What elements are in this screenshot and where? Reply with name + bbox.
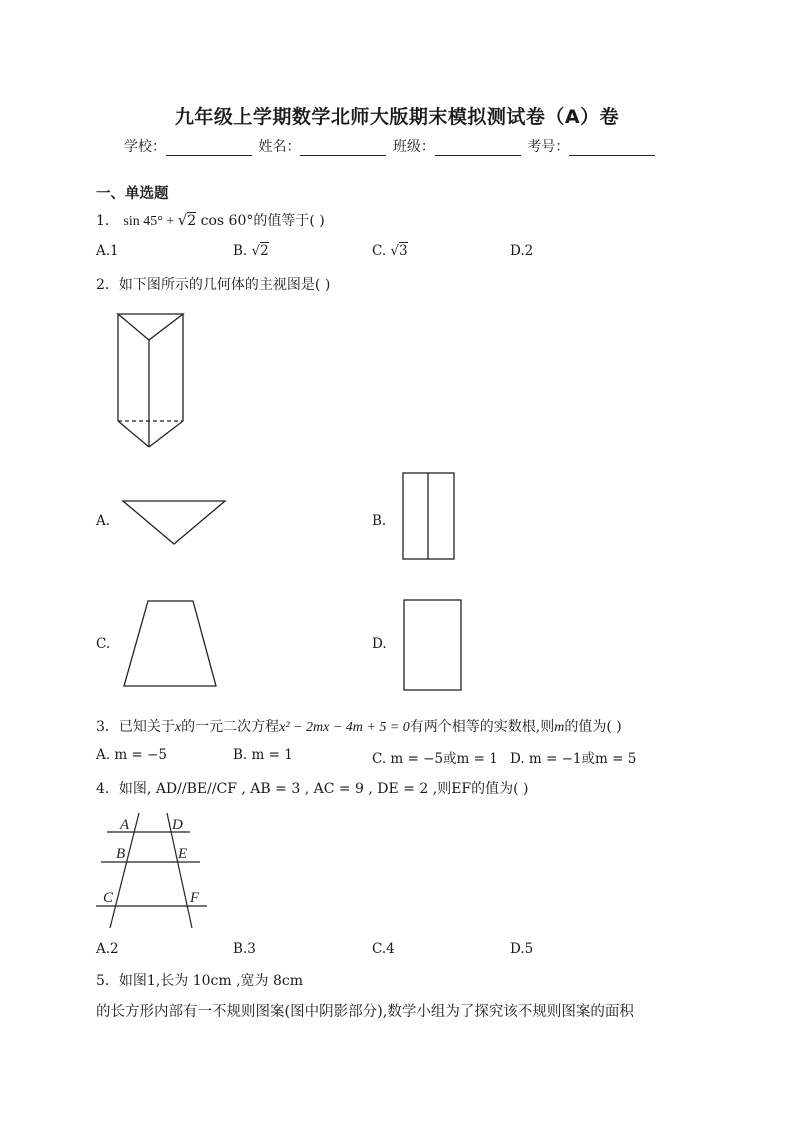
option-b-prefix: B. bbox=[233, 243, 248, 259]
q3-option-c[interactable]: C. m = −5或m = 1 bbox=[372, 751, 498, 767]
option-b-radicand: 2 bbox=[260, 243, 269, 259]
q3-stem-part2: 的一元二次方程 bbox=[181, 719, 280, 735]
q2-option-a-label[interactable]: A. bbox=[96, 513, 111, 529]
student-info-row bbox=[124, 136, 657, 156]
q1-option-a[interactable]: A.1 bbox=[96, 243, 119, 259]
q3-var-m: m bbox=[554, 720, 565, 735]
option-c-radicand: 3 bbox=[399, 243, 408, 259]
question-3 bbox=[96, 716, 622, 736]
q3-equation: x² − 2mx − 4m + 5 = 0 bbox=[279, 720, 410, 735]
q1-option-d[interactable]: D.2 bbox=[510, 243, 534, 259]
q2-option-b-label[interactable]: B. bbox=[372, 513, 387, 529]
q2-option-d-label[interactable]: D. bbox=[372, 636, 387, 652]
question-5 bbox=[96, 970, 303, 990]
q4-option-d[interactable]: D.5 bbox=[510, 941, 534, 957]
page-title: 九年级上学期数学北师大版期末模拟测试卷（A）卷 bbox=[174, 106, 620, 128]
name-label: 姓名： bbox=[258, 139, 301, 155]
q5-line1: 如图1,长为 10cm ,宽为 8cm bbox=[118, 973, 304, 989]
school-blank[interactable] bbox=[166, 141, 252, 156]
class-label: 班级： bbox=[392, 139, 435, 155]
q3-option-d[interactable]: D. m = −1或m = 5 bbox=[510, 751, 637, 767]
q3-stem-part3: 有两个相等的实数根,则 bbox=[409, 719, 555, 735]
q4-option-c[interactable]: C.4 bbox=[372, 941, 395, 957]
q3-option-b[interactable]: B. m = 1 bbox=[233, 747, 293, 763]
question-number: 3． bbox=[96, 719, 119, 735]
question-4 bbox=[96, 778, 529, 798]
question-2 bbox=[96, 274, 330, 294]
class-blank[interactable] bbox=[435, 141, 521, 156]
q5-line2: 的长方形内部有一不规则图案(图中阴影部分),数学小组为了探究该不规则图案的面积 bbox=[96, 1004, 634, 1020]
q1-option-c[interactable]: C. √3 bbox=[372, 243, 408, 259]
q4-option-b[interactable]: B.3 bbox=[233, 941, 256, 957]
q2-stem: 如下图所示的几何体的主视图是( ) bbox=[118, 277, 331, 293]
question-number: 2． bbox=[96, 277, 119, 293]
sqrt-symbol: √ bbox=[177, 211, 188, 229]
exam-number-blank[interactable] bbox=[569, 141, 655, 156]
school-label: 学校： bbox=[124, 139, 166, 155]
q4-option-a[interactable]: A.2 bbox=[96, 941, 119, 957]
q3-stem-part1: 已知关于 bbox=[118, 719, 175, 735]
q1-option-b[interactable]: B. √2 bbox=[233, 243, 269, 259]
q1-radicand: 2 bbox=[187, 213, 197, 229]
question-number: 5． bbox=[96, 973, 119, 989]
q4-stem: 如图, AD//BE//CF , AB = 3 , AC = 9 , DE = 2 ,则EF的值为( ) bbox=[118, 781, 529, 797]
q3-stem-part4: 的值为( ) bbox=[564, 719, 622, 735]
label-b: B bbox=[116, 846, 126, 862]
label-e: E bbox=[178, 846, 188, 862]
name-blank[interactable] bbox=[300, 141, 386, 156]
q2-option-c-label[interactable]: C. bbox=[96, 636, 111, 652]
question-number: 1． bbox=[96, 213, 119, 229]
q3-option-a[interactable]: A. m = −5 bbox=[96, 747, 167, 763]
exam-number-label: 考号： bbox=[527, 139, 570, 155]
label-d: D bbox=[172, 817, 183, 833]
question-number: 4． bbox=[96, 781, 119, 797]
label-a: A bbox=[120, 817, 130, 833]
q1-expression-part1: sin 45° + bbox=[123, 214, 178, 229]
q3-var-x: x bbox=[174, 720, 182, 735]
label-f: F bbox=[190, 890, 200, 906]
question-1 bbox=[96, 210, 325, 230]
label-c: C bbox=[103, 890, 114, 906]
option-c-prefix: C. bbox=[372, 243, 387, 259]
section-title: 一、单选题 bbox=[96, 186, 169, 202]
q1-expression-part2: cos 60°的值等于( ) bbox=[196, 213, 325, 229]
